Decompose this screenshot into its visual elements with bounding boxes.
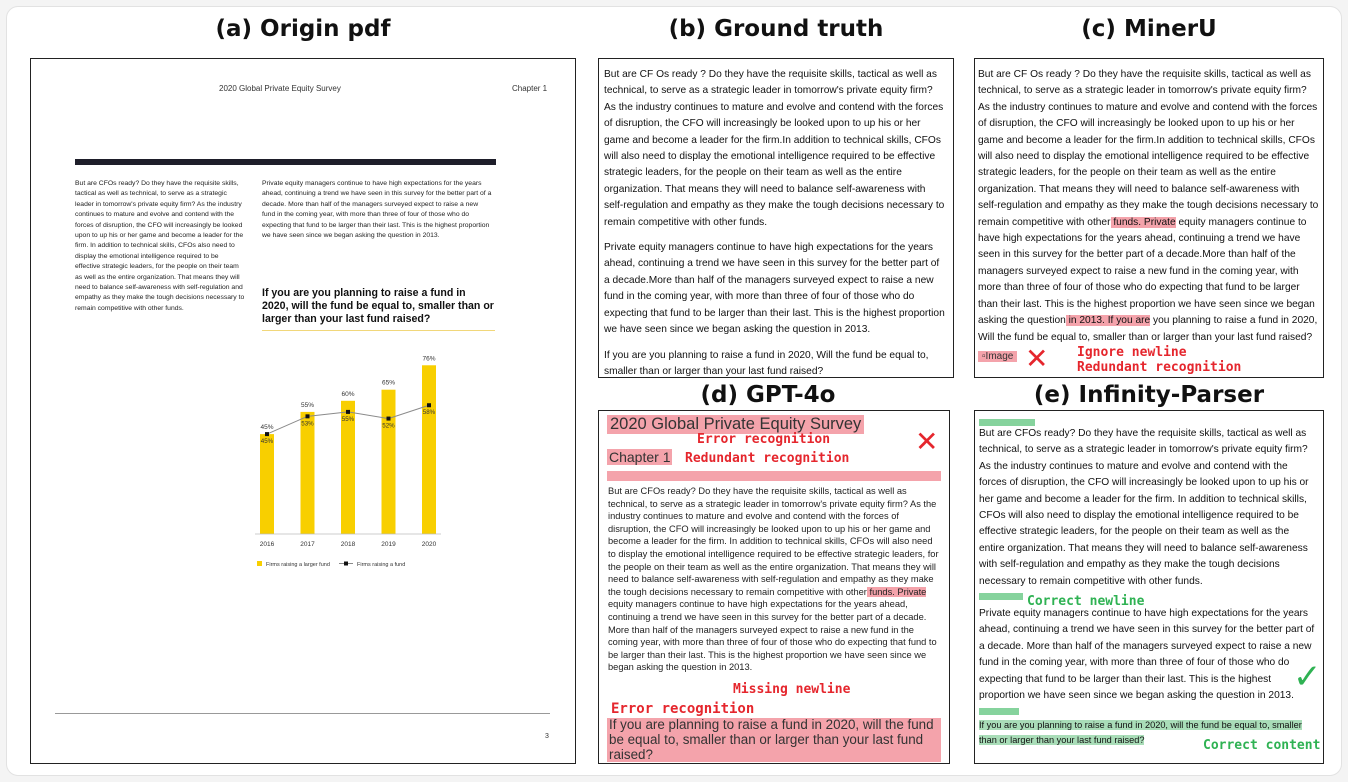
- pdf-right-column: Private equity managers continue to have high expectations for the years ahead, continuing a trend we have seen in this survey for the better part of a decade. More than half of the managers surveyed expect to raise a new fund in the coming year, with more than three of four of those who do expecting that fund to be larger than their last. This is the highest proportion we have seen since we began asking the question in 2013.: [262, 180, 492, 240]
- x-tick-2018: 2018: [340, 541, 356, 548]
- infinity-paragraph-1: But are CFOs ready? Do they have the requisite skills, tactical as well as technical, to serve as a strategic leader in tomorrow's private equity firm? As the industry continues to mature and evolve and contend with the forces of disruption, the CFO will increasingly be looked upon to up his or her game and become a leader for the firm. In addition to technical skills, CFOs will also need to display the emotional intelligence required to be effective strategic leaders, for the people on their team as well as the entire organization. That means they will need to balance self-awareness with self-regulation and empathy as they make the tough decisions necessary to remain competitive with other funds.: [979, 428, 1309, 587]
- pdf-bar-chart: [31, 349, 576, 649]
- mineru-image-tag: [978, 351, 1017, 362]
- mineru-text-1: But are CF Os ready ? Do they have the requisite skills, tactical as well as technical, to serve as a strategic leader in tomorrow's private equity firm? As the industry continues to mature and evolve and contend with the forces of disruption, the CFO will increasingly be looked upon to up his or her game and become a leader for the firm.In addition to technical skills, CFOs will also need to display the emotional intelligence required to be effective strategic leaders, for the people on their team as well as the entire organization. That means they will need to balance self-awareness with self-regulation and empathy as they make the tough decisions necessary to remain competitive with other: [978, 69, 1319, 228]
- gpt4o-text-1: But are CFOs ready? Do they have the requisite skills, tactical as well as technical, to serve as a strategic leader in tomorrow's private equity firm? As the industry continues to mature and evolve and contend with the forces of disruption, the CFO will increasingly be looked upon to up his or her game and become a leader for the firm. In addition to technical skills, CFOs will also need to display the emotional intelligence required to be effective strategic leaders, for the people on their team as well as the entire organization. That means they will need to balance self-awareness with self-regulation and empathy as they make the tough decisions necessary to remain competitive with other: [608, 486, 939, 597]
- gt-paragraph-3: If you are you planning to raise a fund in 2020, Will the fund be equal to, smaller than or larger than your last fund raised?: [604, 349, 929, 377]
- line-label-2016: 45%: [260, 438, 274, 446]
- legend-swatch-marker: [344, 562, 348, 566]
- line-marker-2017: [306, 414, 310, 418]
- x-tick-2016: 2016: [259, 541, 275, 548]
- infinity-paragraph-2: Private equity managers continue to have high expectations for the years ahead, continuing a trend we have seen in this survey for the better part of a decade. More than half of the managers surveyed expect to raise a new fund in the coming year, with more than three of four of those who do expecting that fund to be larger than their last. This is the highest proportion we have seen since we began asking the question in 2013.: [979, 608, 1315, 702]
- bar-label-2017: 55%: [300, 401, 315, 409]
- line-marker-2020: [427, 403, 431, 407]
- title-mineru: (c) MinerU: [1081, 16, 1217, 42]
- title-infinity-parser: (e) Infinity-Parser: [1033, 382, 1265, 408]
- x-tick-2019: 2019: [381, 541, 396, 548]
- line-label-2017: 53%: [301, 420, 314, 428]
- gpt4o-rule: [607, 471, 941, 481]
- ground-truth-panel: [598, 58, 954, 378]
- gpt4o-annotation-redundant: Redundant recognition: [685, 451, 850, 466]
- pdf-header-chapter: Chapter 1: [512, 84, 548, 93]
- mineru-image-label: Image: [985, 351, 1014, 362]
- infinity-marker-3: [979, 708, 1019, 715]
- gpt4o-question: If you are planning to raise a fund in 2020, will the fund be equal to, smaller than or larger than your last fund raised?: [607, 718, 941, 762]
- mineru-annotation-redundant: Redundant recognition: [1077, 360, 1242, 375]
- line-label-2019: 52%: [382, 422, 395, 430]
- bar-label-2016: 45%: [260, 424, 274, 432]
- infinity-question: If you are you planning to raise a fund in 2020, will the fund be equal to, smaller than or larger than your last fund raised?: [979, 719, 1302, 745]
- gt-paragraph-2: Private equity managers continue to have high expectations for the years ahead, continuing a trend we have seen in this survey for the better part of a decade.More than half of the managers surveyed expect to raise a new fund in the coming year, with more than three of four of those who do expecting that fund to be larger than their last. This is the highest proportion we have seen since we began asking the question in 2013.: [604, 242, 945, 336]
- error-cross-icon: ✕: [915, 425, 939, 458]
- pdf-question-underline: [262, 330, 495, 331]
- x-tick-2020: 2020: [421, 541, 437, 548]
- error-cross-icon: ✕: [1025, 342, 1049, 375]
- title-gpt4o: (d) GPT-4o: [700, 382, 836, 408]
- mineru-highlight-1: funds. Private: [1110, 216, 1176, 228]
- bar-label-2020: 76%: [422, 355, 436, 363]
- bar-2016: [260, 434, 274, 534]
- pdf-question: If you are you planning to raise a fund in 2020, will the fund be equal to, smaller than or larger than your last fund raised?: [262, 287, 494, 326]
- mineru-output: [978, 67, 1319, 346]
- pdf-rule: [75, 159, 496, 165]
- bar-2020: [422, 365, 436, 534]
- infinity-annotation-newline: Correct newline: [1027, 594, 1145, 609]
- mineru-panel: [974, 58, 1324, 378]
- infinity-marker-1: [979, 419, 1035, 426]
- gpt4o-heading: 2020 Global Private Equity Survey: [607, 415, 864, 434]
- title-origin-pdf: (a) Origin pdf: [215, 16, 391, 42]
- line-marker-2018: [346, 410, 350, 414]
- legend-label-bar: Firms raising a larger fund: [266, 562, 330, 568]
- line-marker-2016: [265, 432, 269, 436]
- legend-swatch-bar: [257, 561, 262, 566]
- bar-2017: [301, 412, 315, 534]
- gpt4o-annotation-missing-newline: Missing newline: [733, 682, 851, 697]
- x-tick-2017: 2017: [300, 541, 315, 548]
- legend-label-line: Firms raising a fund: [357, 562, 406, 568]
- infinity-annotation-content: Correct content: [1203, 738, 1321, 753]
- gpt4o-highlight-1: funds. Private: [866, 586, 927, 597]
- pdf-left-column: But are CFOs ready? Do they have the requisite skills, tactical as well as technical, to serve as a strategic leader in tomorrow's private equity firm? As the industry continues to mature and evolve and contend with the forces of disruption, the CFO will increasingly be looked upon to up his or her game and become a leader for the firm. In addition to technical skills, CFOs also need to display the emotional intelligence required to be effective strategic leaders, for the people on their team as well as the entire organization. That means they will need to balance self-awareness with self-regulation and empathy as they make the tough decisions necessary to remain competitive with other funds.: [75, 180, 245, 312]
- gpt4o-output: [608, 485, 942, 674]
- bar-2019: [382, 390, 396, 534]
- line-label-2020: 58%: [422, 409, 436, 417]
- check-mark-icon: ✓: [1293, 657, 1322, 697]
- line-label-2018: 55%: [341, 415, 355, 423]
- title-ground-truth: (b) Ground truth: [668, 16, 884, 42]
- pdf-header-title: 2020 Global Private Equity Survey: [219, 84, 341, 93]
- gpt4o-annotation-error-1: Error recognition: [697, 432, 831, 447]
- gpt4o-chapter: Chapter 1: [609, 449, 671, 465]
- line-marker-2019: [387, 417, 391, 421]
- mineru-annotation-newline: Ignore newline: [1077, 345, 1187, 360]
- origin-pdf-panel: [30, 58, 576, 764]
- gpt4o-text-2: equity managers continue to have high expectations for the years ahead, continuing a trend we have seen in this survey for the better part of a decade. More than half of the managers surveyed expect to raise a new fund in the coming year, with more than three of four of those who do expecting that fund to be larger than their last. This is the highest proportion we have seen since we began asking the question in 2013.: [608, 599, 937, 673]
- gt-paragraph-1: But are CF Os ready ? Do they have the requisite skills, tactical as well as technical, to serve as a strategic leader in tomorrow's private equity firm? As the industry continues to mature and evolve and contend with the forces of disruption, the CFO will increasingly be looked upon to up his or her game and become a leader for the firm.In addition to technical skills, CFOs will also need to display the emotional intelligence required to be effective strategic leaders, for the people on their team as well as the entire organization. That means they will need to balance self-awareness with self-regulation and empathy as they make the tough decisions necessary to remain competitive with other funds.: [604, 69, 945, 228]
- bar-label-2019: 65%: [381, 379, 396, 387]
- pdf-footer-rule: [55, 713, 550, 714]
- mineru-highlight-2: in 2013. If you are: [1065, 315, 1151, 327]
- gpt4o-panel: [598, 410, 950, 764]
- broken-image-icon: ▫: [982, 351, 986, 362]
- bar-label-2018: 60%: [341, 390, 355, 398]
- gpt4o-annotation-error-2: Error recognition: [611, 701, 755, 717]
- infinity-marker-2: [979, 593, 1023, 600]
- mineru-text-3: you planning to raise a fund in 2020, Will the fund be equal to, smaller than or larger than your last fund raised?: [978, 315, 1318, 343]
- pdf-page-number: 3: [545, 733, 549, 740]
- mineru-text-2: equity managers continue to have high expectations for the years ahead, continuing a trend we have seen in this survey for the better part of a decade.More than half of the managers surveyed expect to raise a new fund in the coming year, with more than three of four of those who do expecting that fund to be larger than their last. This is the highest proportion we have seen since we began asking the question: [978, 216, 1315, 327]
- infinity-parser-panel: [974, 410, 1324, 764]
